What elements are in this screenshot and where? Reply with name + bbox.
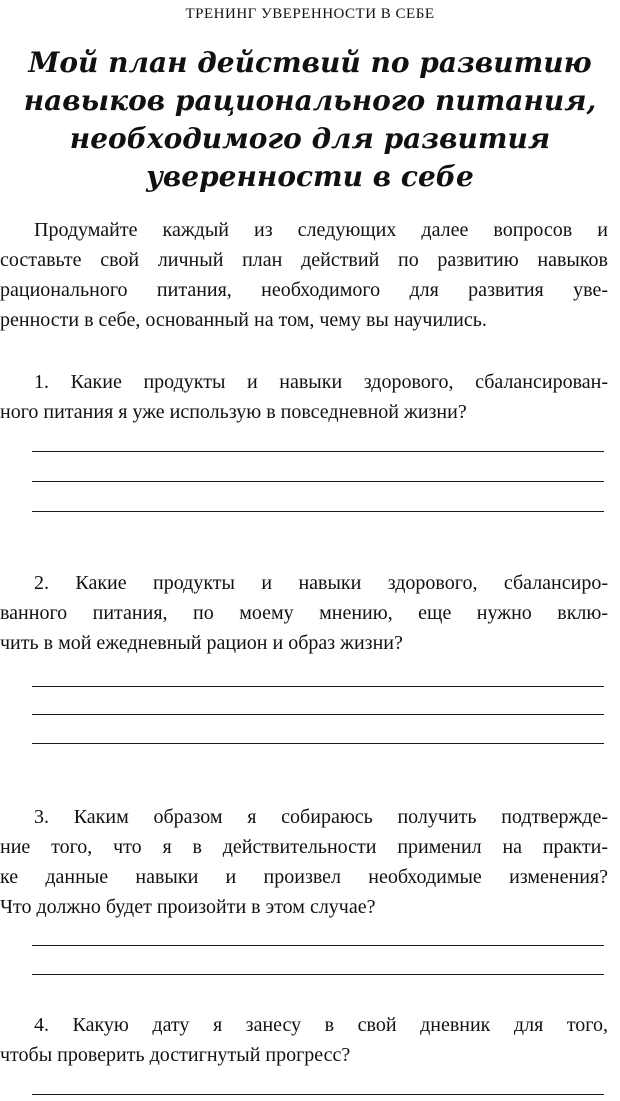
question-2 [0, 568, 608, 658]
answer-line[interactable] [32, 451, 604, 452]
question-line: ванного питания, по моему мнению, еще нужно вклю- [0, 602, 608, 624]
answer-line[interactable] [32, 1094, 604, 1095]
title-line: уверенности в себе [146, 160, 474, 193]
answer-line[interactable] [32, 974, 604, 975]
page-title [20, 44, 600, 196]
question-line: 3. Каким образом я собираюсь получить подтвержде- [34, 806, 608, 828]
question-line: чтобы проверить достигнутый прогресс? [0, 1044, 351, 1066]
question-line: 4. Какую дату я занесу в свой дневник для того, [34, 1014, 608, 1036]
intro-line: ренности в себе, основанный на том, чему вы научились. [0, 309, 487, 331]
answer-line[interactable] [32, 686, 604, 687]
question-line: ке данные навыки и произвел необходимые изменения? [0, 866, 608, 888]
question-1 [0, 367, 608, 427]
question-line: ного питания я уже использую в повседневной жизни? [0, 401, 467, 423]
question-line: 1. Какие продукты и навыки здорового, сбалансирован- [34, 371, 608, 393]
answer-line[interactable] [32, 511, 604, 512]
question-4 [0, 1010, 608, 1070]
question-3 [0, 802, 608, 922]
title-line: необходимого для развития [69, 122, 551, 155]
intro-line: Продумайте каждый из следующих далее вопросов и [34, 219, 608, 241]
intro-line: рационального питания, необходимого для развития уве- [0, 279, 608, 301]
answer-line[interactable] [32, 714, 604, 715]
answer-line[interactable] [32, 743, 604, 744]
intro-line: составьте свой личный план действий по развитию навыков [0, 249, 608, 271]
answer-line[interactable] [32, 481, 604, 482]
question-line: Что должно будет произойти в этом случае? [0, 896, 376, 918]
question-line: 2. Какие продукты и навыки здорового, сбалансиро- [34, 572, 608, 594]
title-line: Мой план действий по развитию [28, 46, 592, 79]
question-line: чить в мой ежедневный рацион и образ жизни? [0, 632, 403, 654]
title-line: навыков рационального питания, [23, 84, 597, 117]
question-line: ние того, что я в действительности применил на практи- [0, 836, 608, 858]
running-head: ТРЕНИНГ УВЕРЕННОСТИ В СЕБЕ [185, 6, 435, 22]
intro-paragraph [0, 215, 608, 335]
answer-line[interactable] [32, 945, 604, 946]
